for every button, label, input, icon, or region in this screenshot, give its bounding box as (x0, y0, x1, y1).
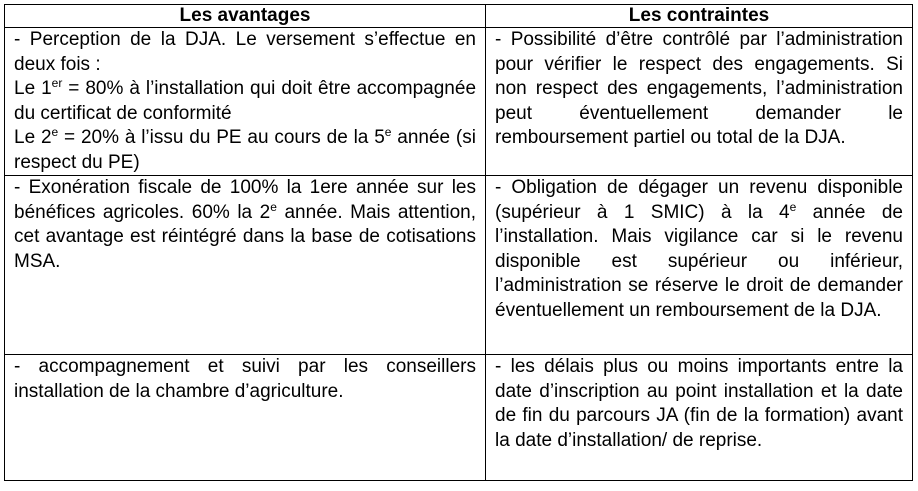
avantage-1-line1-pre: Le 1 (14, 78, 52, 99)
avantage-1-line2 (14, 126, 476, 175)
avantage-1-line2-mid: = 20% à l’issu du PE au cours de la 5 (58, 127, 385, 148)
contrainte-cell-1: - Possibilité d’être contrôlé par l’administration pour vérifier le respect des engagements. Si non respect des engagements, l’administration peut éventuellement demander le remboursement partiel ou total de la DJA. (486, 28, 913, 176)
avantage-cell-3: - accompagnement et suivi par les conseillers installation de la chambre d’agriculture. (5, 355, 486, 481)
superscript: e (789, 199, 797, 214)
contrainte-2-post: année de l’installation. Mais vigilance car si le revenu disponible est supérieur ou inférieur, l’administration se réserve le droit de demander éventuellement un remboursement de la DJA. (495, 201, 903, 321)
avantage-1-line2-pre: Le 2 (14, 127, 52, 148)
superscript: e (384, 125, 392, 139)
avantage-cell-2 (5, 176, 486, 355)
table-row (5, 28, 913, 176)
header-avantages: Les avantages (5, 5, 486, 28)
table-row (5, 355, 913, 481)
superscript: e (51, 125, 59, 139)
table-header-row (5, 5, 913, 28)
avantage-1-line2-post: année (si respect du PE) (14, 127, 476, 173)
avantage-cell-1 (5, 28, 486, 176)
avantage-1-line1 (14, 77, 476, 126)
avantage-1-line1-post: = 80% à l’installation qui doit être accompagnée du certificat de conformité (14, 78, 477, 124)
avantage-2-pre: - Exonération fiscale de 100% la 1ere année sur les bénéfices agricoles. 60% la 2 (14, 177, 476, 223)
contrainte-cell-2 (486, 176, 913, 355)
avantage-1-intro: - Perception de la DJA. Le versement s’effectue en deux fois : (14, 29, 476, 75)
superscript: er (51, 76, 63, 90)
contrainte-2-pre: - Obligation de dégager un revenu disponible (supérieur à 1 SMIC) à la 4 (495, 177, 903, 223)
contrainte-cell-3: - les délais plus ou moins importants entre la date d’inscription au point installation et la date de fin du parcours JA (fin de la formation) avant la date d’installation/ de reprise. (486, 355, 913, 481)
comparison-table (4, 4, 913, 481)
superscript: e (270, 199, 277, 214)
header-contraintes: Les contraintes (486, 5, 913, 28)
avantage-2-post: année. Mais attention, cet avantage est réintégré dans la base de cotisations MSA. (14, 201, 476, 272)
table-row (5, 176, 913, 355)
